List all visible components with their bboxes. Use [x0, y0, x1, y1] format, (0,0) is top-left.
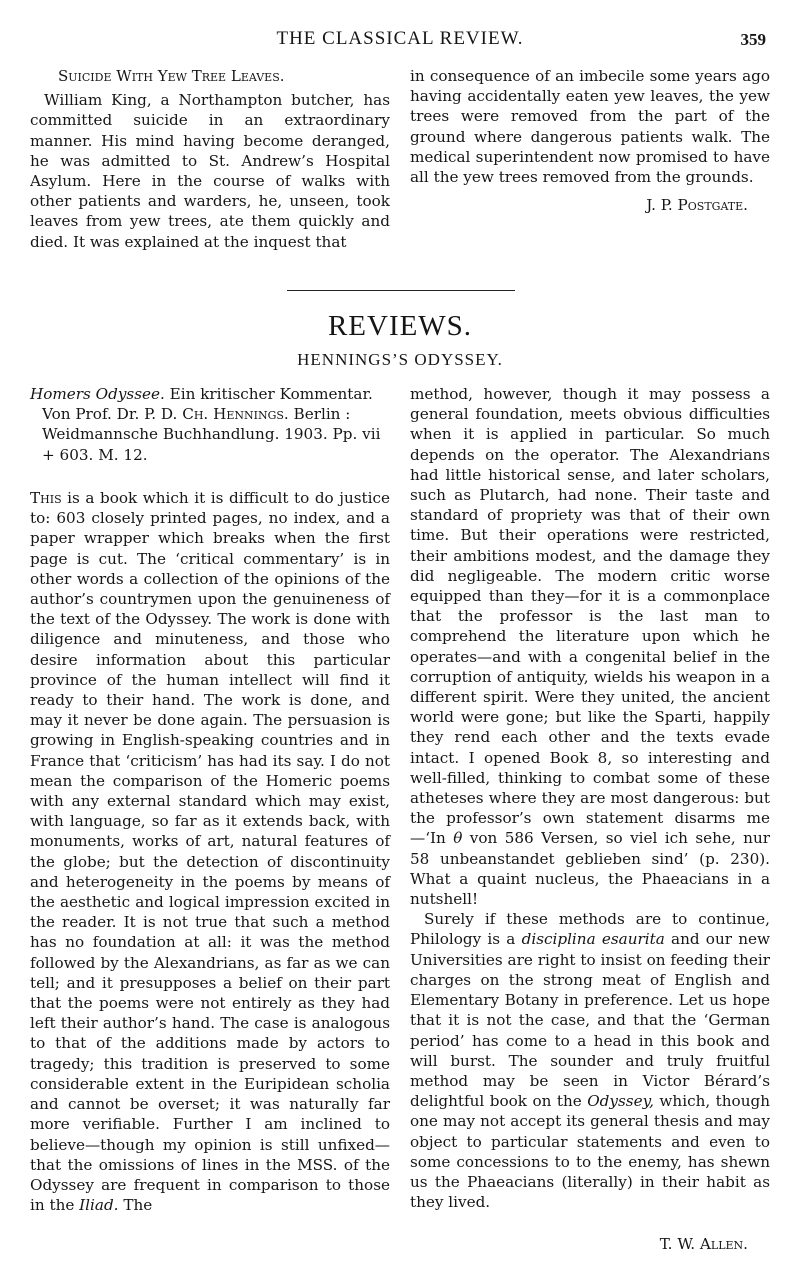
review-signature: T. W. Allen.: [659, 1235, 748, 1254]
citation-publisher: Berlin : Weidmannsche Buchhandlung.: [42, 405, 351, 444]
review-paragraph-final: Surely if these methods are to continue, Philology is a disciplina esaurita and our new Universities are right to insist on feeding their charges on the strong meat of English and Elementary Botany in preference. Let us hope that it is not the case, and that the ‘German period’ has come to a head in this book and will burst. The sounder and truly fruitful method may be seen in Victor Bérard’s delightful book on the Odyssey, which, though one may not accept its general thesis and may object to particular statements and even to some concessions to to the enemy, has shewn us the Phaeacians (literally) in their habit as they lived.: [410, 910, 771, 1212]
disciplina-italic: disciplina esaurita: [521, 930, 665, 949]
note-right-column: [410, 66, 770, 215]
theta-symbol: θ: [453, 829, 463, 848]
note-paragraph: William King, a Northampton butcher, has committed suicide in an extraordinary manner. His mind having become deranged, he was admitted to St. Andrew’s Hospital Asylum. Here in the course of walks with other patients and warders, he, unseen, took leaves from yew trees, ate them quickly and died. It was explained at the inquest that: [30, 91, 390, 251]
section-title: Suicide With Yew Tree Leaves.: [58, 67, 285, 85]
citation-subtitle: Ein kritischer Kommentar.: [164, 385, 373, 403]
journal-title: THE CLASSICAL REVIEW.: [276, 28, 524, 49]
review-paragraph: This is a book which it is difficult to do justice to: 603 closely printed pages, no index, and a paper wrapper which breaks when the first page is cut. The ‘critical commentary’ is in other words a collection of the opinions of the author’s countrymen upon the genuineness of the text of the Odyssey. The work is done with diligence and minuteness, and those who desire information about this particular province of the human intellect will find it ready to their hand. The work is done, and may it never be done again. The persuasion is growing in English-speaking countries and in France that ‘criticism’ has had its say. I do not mean the comparison of the Homeric poems with any external standard which may exist, with language, so far as it extends back, with monuments, works of art, natural features of the globe; but the detection of discontinuity and heterogeneity in the poems by means of the aesthetic and logical impression excited in the reader. It is not true that such a method has no foundation at all: it was the method followed by the Alexandrians, as far as we can tell; and it presupposes a belief on their part that the poems were not entirely as they had left their author’s hand. The case is analogous to that of the additions made by actors to tragedy; this tradition is preserved to some considerable extent in the Euripidean scholia and cannot be overset; it was naturally far more verifiable. Further I am inclined to believe—though my opinion is still unfixed—that the omissions of lines in the MSS. of the Odyssey are frequent in comparison to those in the Iliad. The: [30, 489, 390, 1215]
first-word: This: [30, 489, 62, 507]
citation-details: 1903. Pp. vii + 603. M. 12.: [42, 425, 381, 464]
section-divider: [287, 290, 515, 291]
book-title: Homers Odyssee.: [30, 385, 165, 403]
citation-author: Ch. Hennings.: [182, 405, 289, 424]
note-signature: J. P. Postgate.: [646, 196, 748, 215]
citation-author-prefix: Von Prof. Dr. P. D.: [42, 405, 183, 424]
review-left-column: [30, 488, 390, 1215]
note-paragraph-continued: in consequence of an imbecile some years ago having accidentally eaten yew leaves, the yew trees were removed from the part of the ground where dangerous patients walk. The medical superintendent now promised to have all the yew trees removed from the grounds.: [410, 67, 770, 187]
review-paragraph-continued: method, however, though it may possess a general foundation, meets obvious difficulties when it is applied in particular. So much depends on the operator. The Alexandrians had little historical sense, and later scholars, such as Plutarch, had none. Their taste and standard of propriety was that of their own time. But their operations were restricted, their ambitions modest, and the damage they did negligeable. The modern critic worse equipped than they—for it is a commonplace that the professor is the last man to comprehend the literature upon which he operates—and with a congenital belief in the corruption of antiquity, wields his weapon in a different spirit. Were they united, the ancient world were gone; but like the Sparti, happily they rend each other and the texts evade intact. I opened Book 8, so interesting and well-filled, thinking to combat some of these atheteses where they are most dangerous: but the professor’s own statement disarms me—‘In θ von 586 Versen, so viel ich sehe, nur 58 unbeanstandet geblieben sind’ (p. 230). What a quaint nucleus, the Phaeacians in a nutshell!: [410, 385, 770, 909]
running-header: [0, 28, 800, 54]
note-left-column: [30, 66, 390, 252]
odyssey-italic: Odyssey,: [587, 1092, 654, 1111]
book-citation: [30, 384, 390, 465]
iliad-italic: Iliad.: [79, 1196, 119, 1215]
reviews-heading: REVIEWS.: [327, 310, 473, 342]
review-title: HENNINGS’S ODYSSEY.: [297, 350, 503, 369]
page-number: 359: [740, 30, 766, 49]
review-right-column: [410, 384, 770, 1255]
